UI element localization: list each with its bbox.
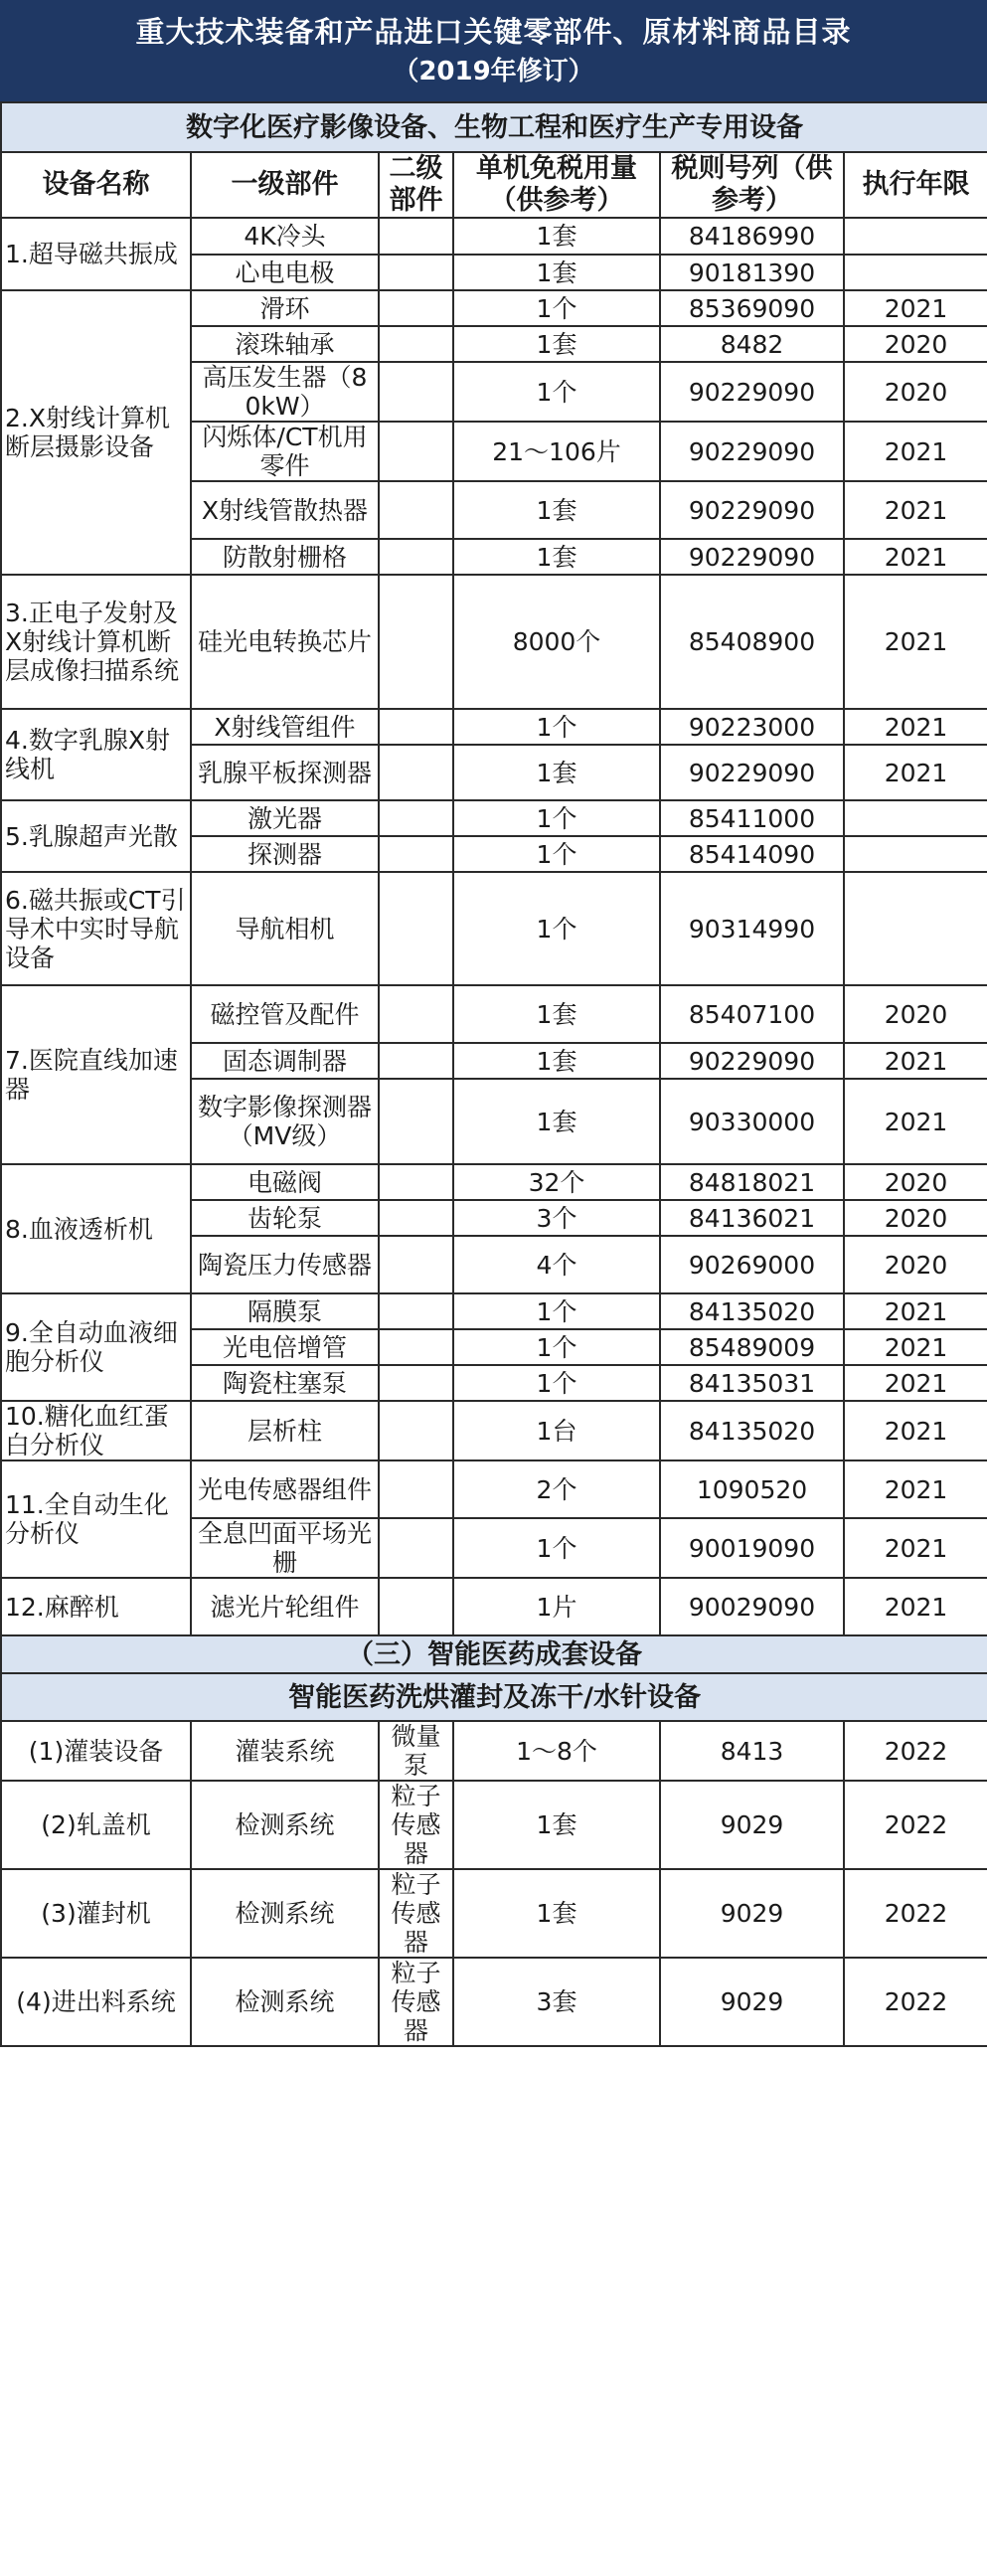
tariff-code-cell: 85369090 [660,290,844,326]
level2-part-cell: 粒子传感器 [379,1781,453,1869]
quantity-cell: 1套 [453,1079,660,1164]
level2-part-cell [379,985,453,1043]
section-heading: 数字化医疗影像设备、生物工程和医疗生产专用设备 [1,102,987,152]
level1-part-cell: 层析柱 [191,1401,379,1460]
level2-part-cell [379,800,453,836]
catalog-table-body [1,102,987,2046]
level2-part-cell [379,539,453,575]
year-cell [844,872,987,985]
tariff-code-cell: 9029 [660,1958,844,2046]
quantity-cell: 1个 [453,1518,660,1578]
quantity-cell: 1个 [453,290,660,326]
level1-part-cell: 检测系统 [191,1869,379,1958]
col-quantity: 单机免税用量（供参考） [453,152,660,218]
year-cell: 2020 [844,362,987,422]
table-row [1,1781,987,1869]
level1-part-cell: 光电传感器组件 [191,1460,379,1518]
tariff-code-cell: 85489009 [660,1329,844,1365]
section-row [1,1673,987,1721]
quantity-cell: 3个 [453,1200,660,1236]
section-row [1,102,987,152]
table-row [1,575,987,709]
level2-part-cell [379,362,453,422]
tariff-code-cell: 90269000 [660,1236,844,1293]
year-cell: 2021 [844,1079,987,1164]
quantity-cell: 21～106片 [453,422,660,481]
year-cell [844,836,987,872]
quantity-cell: 1套 [453,985,660,1043]
tariff-code-cell: 84818021 [660,1164,844,1200]
level1-part-cell: 闪烁体/CT机用零件 [191,422,379,481]
year-cell: 2021 [844,1518,987,1578]
col-level1-part: 一级部件 [191,152,379,218]
quantity-cell: 1个 [453,800,660,836]
level1-part-cell: 检测系统 [191,1781,379,1869]
level2-part-cell [379,1079,453,1164]
level1-part-cell: 硅光电转换芯片 [191,575,379,709]
quantity-cell: 1套 [453,1043,660,1079]
level1-part-cell: 滤光片轮组件 [191,1578,379,1635]
level1-part-cell: 检测系统 [191,1958,379,2046]
level1-part-cell: 陶瓷压力传感器 [191,1236,379,1293]
document-subtitle: （2019年修订） [393,57,594,86]
year-cell: 2021 [844,422,987,481]
level1-part-cell: 隔膜泵 [191,1293,379,1329]
level2-part-cell [379,1293,453,1329]
quantity-cell: 1套 [453,539,660,575]
level2-part-cell [379,1401,453,1460]
year-cell: 2020 [844,985,987,1043]
level2-part-cell [379,872,453,985]
table-row [1,1869,987,1958]
tariff-code-cell: 9029 [660,1781,844,1869]
quantity-cell: 1个 [453,872,660,985]
level1-part-cell: 4K冷头 [191,218,379,255]
device-name-cell: (2)轧盖机 [1,1781,191,1869]
level2-part-cell: 粒子传感器 [379,1958,453,2046]
year-cell [844,255,987,290]
year-cell: 2021 [844,1043,987,1079]
level2-part-cell [379,1236,453,1293]
level2-part-cell [379,326,453,362]
year-cell: 2021 [844,1578,987,1635]
table-row [1,1164,987,1200]
tariff-code-cell: 90229090 [660,481,844,539]
table-row [1,1578,987,1635]
level1-part-cell: 齿轮泵 [191,1200,379,1236]
level1-part-cell: 高压发生器（80kW） [191,362,379,422]
level2-part-cell [379,422,453,481]
device-name-cell: 10.糖化血红蛋白分析仪 [1,1401,191,1460]
level1-part-cell: 灌装系统 [191,1721,379,1781]
quantity-cell: 1个 [453,1293,660,1329]
level2-part-cell [379,836,453,872]
level2-part-cell [379,709,453,745]
tariff-code-cell: 85414090 [660,836,844,872]
quantity-cell: 4个 [453,1236,660,1293]
level2-part-cell [379,481,453,539]
tariff-code-cell: 90229090 [660,539,844,575]
year-cell: 2021 [844,481,987,539]
level2-part-cell: 粒子传感器 [379,1869,453,1958]
tariff-code-cell: 90029090 [660,1578,844,1635]
tariff-code-cell: 90223000 [660,709,844,745]
tariff-code-cell: 90330000 [660,1079,844,1164]
catalog-table [0,101,987,2047]
tariff-code-cell: 84135031 [660,1365,844,1401]
level2-part-cell [379,1329,453,1365]
tariff-code-cell: 84186990 [660,218,844,255]
tariff-code-cell: 90019090 [660,1518,844,1578]
title-banner [0,0,987,101]
device-name-cell: 3.正电子发射及 X射线计算机断层成像扫描系统 [1,575,191,709]
year-cell: 2020 [844,326,987,362]
year-cell: 2022 [844,1958,987,2046]
year-cell: 2021 [844,1365,987,1401]
level1-part-cell: 滑环 [191,290,379,326]
level2-part-cell: 微量泵 [379,1721,453,1781]
device-name-cell: 2.X射线计算机断层摄影设备 [1,290,191,575]
document-title: 重大技术装备和产品进口关键零部件、原材料商品目录 [135,15,852,49]
year-cell: 2021 [844,1293,987,1329]
quantity-cell: 1个 [453,1365,660,1401]
tariff-code-cell: 90181390 [660,255,844,290]
table-row [1,1460,987,1518]
table-row [1,800,987,836]
quantity-cell: 32个 [453,1164,660,1200]
quantity-cell: 1个 [453,1329,660,1365]
level1-part-cell: 全息凹面平场光栅 [191,1518,379,1578]
year-cell: 2022 [844,1721,987,1781]
quantity-cell: 1套 [453,745,660,800]
section-row [1,1635,987,1673]
tariff-code-cell: 84136021 [660,1200,844,1236]
quantity-cell: 1套 [453,1781,660,1869]
table-row [1,1293,987,1329]
device-name-cell: 4.数字乳腺X射线机 [1,709,191,800]
level1-part-cell: X射线管组件 [191,709,379,745]
tariff-code-cell: 90229090 [660,362,844,422]
year-cell: 2021 [844,1329,987,1365]
level1-part-cell: 导航相机 [191,872,379,985]
level2-part-cell [379,1578,453,1635]
quantity-cell: 1套 [453,481,660,539]
col-device-name: 设备名称 [1,152,191,218]
level1-part-cell: 防散射栅格 [191,539,379,575]
quantity-cell: 1片 [453,1578,660,1635]
quantity-cell: 1套 [453,255,660,290]
year-cell: 2021 [844,539,987,575]
header-row [1,152,987,218]
tariff-code-cell: 85411000 [660,800,844,836]
tariff-code-cell: 90229090 [660,745,844,800]
level2-part-cell [379,1164,453,1200]
device-name-cell: 7.医院直线加速器 [1,985,191,1164]
device-name-cell: 6.磁共振或CT引导术中实时导航设备 [1,872,191,985]
year-cell: 2021 [844,745,987,800]
tariff-code-cell: 84135020 [660,1401,844,1460]
year-cell [844,218,987,255]
year-cell: 2021 [844,709,987,745]
level2-part-cell [379,1518,453,1578]
level1-part-cell: 固态调制器 [191,1043,379,1079]
quantity-cell: 2个 [453,1460,660,1518]
device-name-cell: 8.血液透析机 [1,1164,191,1293]
year-cell [844,800,987,836]
col-tariff-code: 税则号列（供参考） [660,152,844,218]
level2-part-cell [379,1200,453,1236]
year-cell: 2021 [844,1401,987,1460]
tariff-code-cell: 85407100 [660,985,844,1043]
level2-part-cell [379,1043,453,1079]
level1-part-cell: 心电电极 [191,255,379,290]
device-name-cell: (4)进出料系统 [1,1958,191,2046]
level2-part-cell [379,1460,453,1518]
level2-part-cell [379,290,453,326]
level1-part-cell: 数字影像探测器（MV级） [191,1079,379,1164]
table-row [1,290,987,326]
quantity-cell: 3套 [453,1958,660,2046]
device-name-cell: 1.超导磁共振成 [1,218,191,290]
tariff-code-cell: 1090520 [660,1460,844,1518]
device-name-cell: (1)灌装设备 [1,1721,191,1781]
year-cell: 2020 [844,1164,987,1200]
table-row [1,1721,987,1781]
device-name-cell: 11.全自动生化分析仪 [1,1460,191,1578]
section-heading: （三）智能医药成套设备 [1,1635,987,1673]
table-row [1,1958,987,2046]
quantity-cell: 1～8个 [453,1721,660,1781]
tariff-code-cell: 84135020 [660,1293,844,1329]
level2-part-cell [379,218,453,255]
year-cell: 2020 [844,1236,987,1293]
table-row [1,709,987,745]
level2-part-cell [379,575,453,709]
device-name-cell: (3)灌封机 [1,1869,191,1958]
year-cell: 2021 [844,1460,987,1518]
year-cell: 2021 [844,290,987,326]
quantity-cell: 1台 [453,1401,660,1460]
col-year: 执行年限 [844,152,987,218]
year-cell: 2022 [844,1869,987,1958]
quantity-cell: 1个 [453,362,660,422]
level1-part-cell: 电磁阀 [191,1164,379,1200]
table-row [1,872,987,985]
quantity-cell: 1套 [453,1869,660,1958]
tariff-code-cell: 90314990 [660,872,844,985]
tariff-code-cell: 85408900 [660,575,844,709]
quantity-cell: 1套 [453,326,660,362]
device-name-cell: 9.全自动血液细胞分析仪 [1,1293,191,1401]
quantity-cell: 1个 [453,709,660,745]
quantity-cell: 1套 [453,218,660,255]
tariff-code-cell: 90229090 [660,1043,844,1079]
tariff-code-cell: 90229090 [660,422,844,481]
tariff-code-cell: 8482 [660,326,844,362]
device-name-cell: 12.麻醉机 [1,1578,191,1635]
table-row [1,218,987,255]
level2-part-cell [379,745,453,800]
table-row [1,1401,987,1460]
level1-part-cell: 陶瓷柱塞泵 [191,1365,379,1401]
quantity-cell: 8000个 [453,575,660,709]
quantity-cell: 1个 [453,836,660,872]
level1-part-cell: 滚珠轴承 [191,326,379,362]
level1-part-cell: 磁控管及配件 [191,985,379,1043]
level1-part-cell: 探测器 [191,836,379,872]
table-row [1,985,987,1043]
year-cell: 2021 [844,575,987,709]
level1-part-cell: 激光器 [191,800,379,836]
device-name-cell: 5.乳腺超声光散 [1,800,191,872]
year-cell: 2022 [844,1781,987,1869]
level1-part-cell: 乳腺平板探测器 [191,745,379,800]
year-cell: 2020 [844,1200,987,1236]
col-level2-part: 二级部件 [379,152,453,218]
level1-part-cell: X射线管散热器 [191,481,379,539]
level2-part-cell [379,1365,453,1401]
level2-part-cell [379,255,453,290]
tariff-code-cell: 8413 [660,1721,844,1781]
section-subheading: 智能医药洗烘灌封及冻干/水针设备 [1,1673,987,1721]
tariff-code-cell: 9029 [660,1869,844,1958]
level1-part-cell: 光电倍增管 [191,1329,379,1365]
